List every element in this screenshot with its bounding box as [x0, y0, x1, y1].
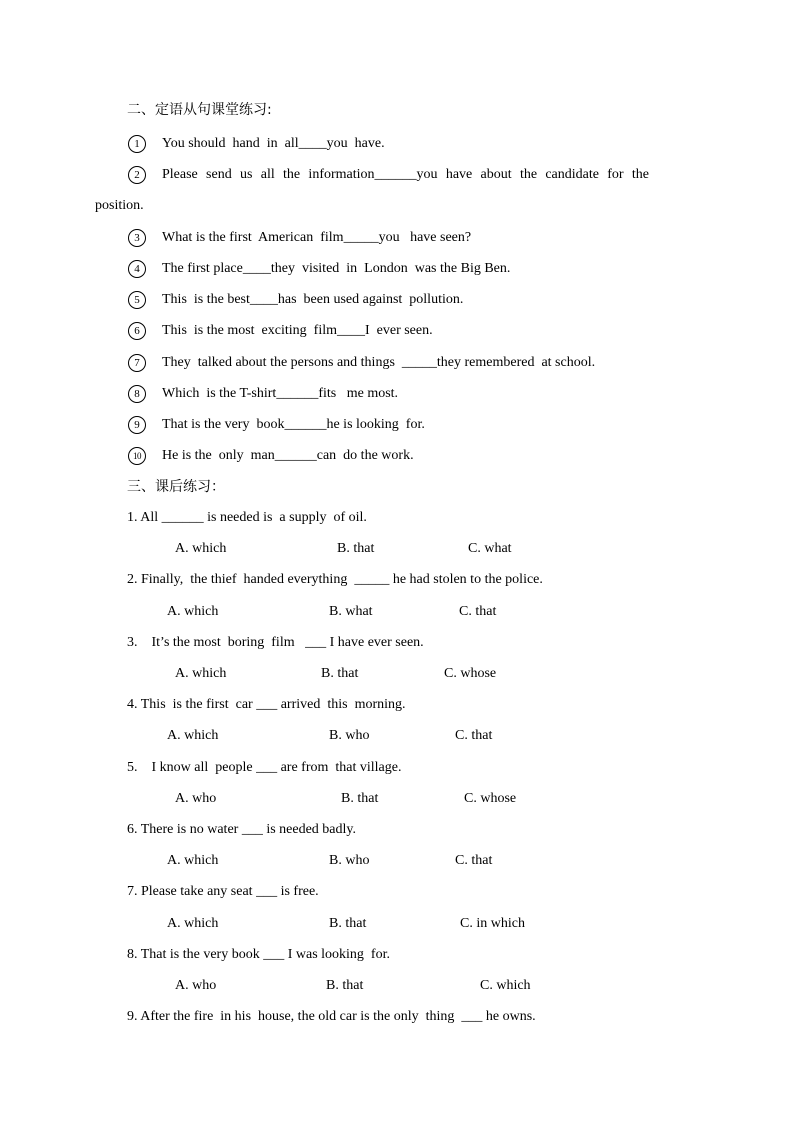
- option-3-c: C. whose: [444, 666, 497, 681]
- item-number-9: 9: [128, 416, 146, 434]
- option-7-a: A. which: [167, 916, 219, 931]
- option-7-c: C. in which: [460, 916, 525, 931]
- question-8: 8. That is the very book ___ I was looking for.: [127, 947, 390, 962]
- option-3-a: A. which: [175, 666, 227, 681]
- option-2-c: C. that: [459, 604, 497, 619]
- option-5-a: A. who: [175, 791, 217, 806]
- option-7-b: B. that: [329, 916, 367, 931]
- exercise-sentence-2-cont: position.: [95, 198, 144, 213]
- option-6-a: A. which: [167, 853, 219, 868]
- section2-title: 二、定语从句课堂练习:: [127, 102, 272, 118]
- exercise-sentence-3: What is the first American film_____you have seen?: [162, 230, 472, 245]
- option-8-c: C. which: [480, 978, 531, 993]
- option-8-b: B. that: [326, 978, 364, 993]
- item-number-2: 2: [128, 166, 146, 184]
- option-1-c: C. what: [468, 541, 512, 556]
- question-6: 6. There is no water ___ is needed badly.: [127, 822, 356, 837]
- exercise-sentence-7: They talked about the persons and things _____they remembered at school.: [162, 355, 596, 370]
- option-4-c: C. that: [455, 728, 493, 743]
- exercise-sentence-8: Which is the T-shirt______fits me most.: [162, 386, 399, 401]
- option-4-a: A. which: [167, 728, 219, 743]
- option-4-b: B. who: [329, 728, 370, 743]
- item-number-5: 5: [128, 291, 146, 309]
- exercise-sentence-10: He is the only man______can do the work.: [162, 448, 414, 463]
- question-3: 3. It’s the most boring film ___ I have ever seen.: [127, 635, 424, 650]
- item-number-6: 6: [128, 322, 146, 340]
- section3-title: 三、课后练习：: [127, 479, 225, 495]
- question-1: 1. All ______ is needed is a supply of oil.: [127, 510, 367, 525]
- exercise-sentence-9: That is the very book______he is looking for.: [162, 417, 425, 432]
- item-number-4: 4: [128, 260, 146, 278]
- question-7: 7. Please take any seat ___ is free.: [127, 884, 319, 899]
- item-number-8: 8: [128, 385, 146, 403]
- question-9: 9. After the fire in his house, the old car is the only thing ___ he owns.: [127, 1009, 536, 1024]
- option-3-b: B. that: [321, 666, 359, 681]
- option-2-b: B. what: [329, 604, 373, 619]
- exercise-sentence-2: Please send us all the information______you have about the candidate for the: [162, 167, 649, 182]
- exercise-sentence-5: This is the best____has been used against pollution.: [162, 292, 464, 307]
- option-1-b: B. that: [337, 541, 375, 556]
- option-6-c: C. that: [455, 853, 493, 868]
- option-5-b: B. that: [341, 791, 379, 806]
- option-6-b: B. who: [329, 853, 370, 868]
- option-2-a: A. which: [167, 604, 219, 619]
- item-number-3: 3: [128, 229, 146, 247]
- exercise-sentence-6: This is the most exciting film____I ever seen.: [162, 323, 433, 338]
- exercise-sentence-1: You should hand in all____you have.: [162, 136, 385, 151]
- question-2: 2. Finally, the thief handed everything _____ he had stolen to the police.: [127, 572, 543, 587]
- item-number-1: 1: [128, 135, 146, 153]
- option-8-a: A. who: [175, 978, 217, 993]
- item-number-10: 10: [128, 447, 146, 465]
- item-number-7: 7: [128, 354, 146, 372]
- question-5: 5. I know all people ___ are from that village.: [127, 760, 402, 775]
- option-5-c: C. whose: [464, 791, 517, 806]
- option-1-a: A. which: [175, 541, 227, 556]
- exercise-sentence-4: The first place____they visited in London was the Big Ben.: [162, 261, 511, 276]
- question-4: 4. This is the first car ___ arrived this morning.: [127, 697, 406, 712]
